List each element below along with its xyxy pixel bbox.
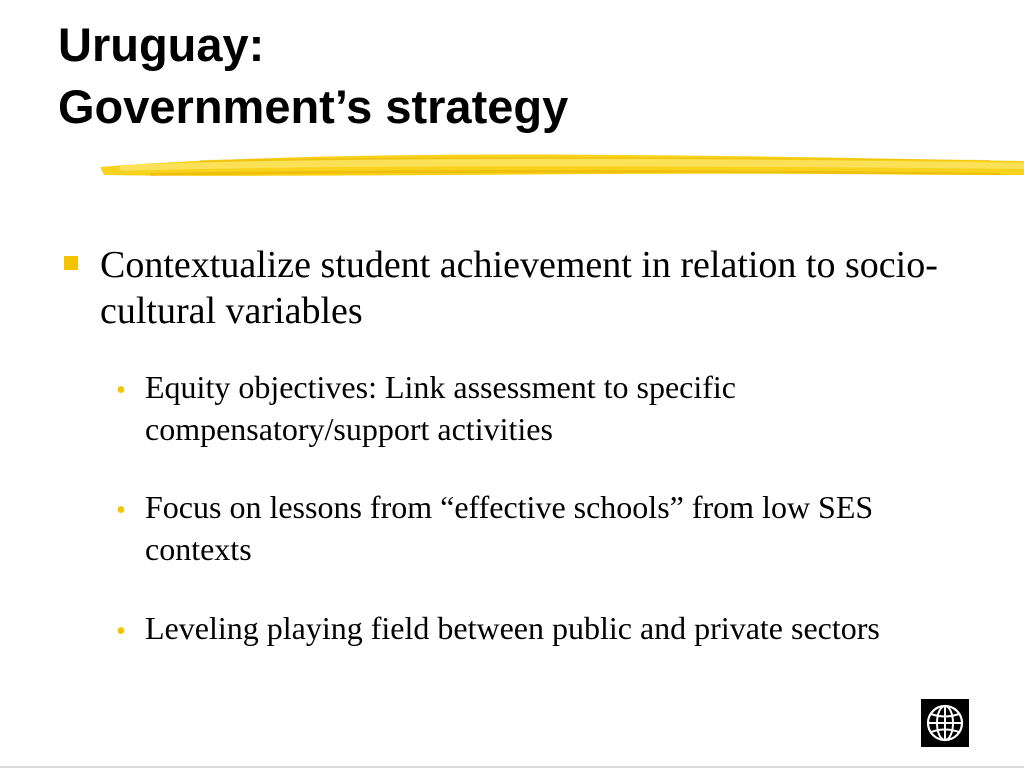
square-bullet-icon bbox=[64, 256, 78, 270]
sub-bullet-2: Focus on lessons from “effective schools” from low SES contexts bbox=[145, 489, 874, 567]
sub-bullet-3: Leveling playing field between public and private sectors bbox=[145, 610, 880, 646]
main-bullet-text: Contextualize student achievement in relation to socio-cultural variables bbox=[100, 244, 938, 332]
world-bank-globe-icon bbox=[921, 699, 969, 747]
dot-bullet-icon: • bbox=[116, 375, 126, 406]
dot-bullet-icon: • bbox=[116, 495, 126, 526]
dot-bullet-icon: • bbox=[116, 616, 126, 647]
title-line-1: Uruguay: bbox=[58, 18, 265, 71]
sub-bullet-1: Equity objectives: Link assessment to specific compensatory/support activities bbox=[145, 369, 736, 447]
title-line-2: Government’s strategy bbox=[58, 80, 569, 133]
